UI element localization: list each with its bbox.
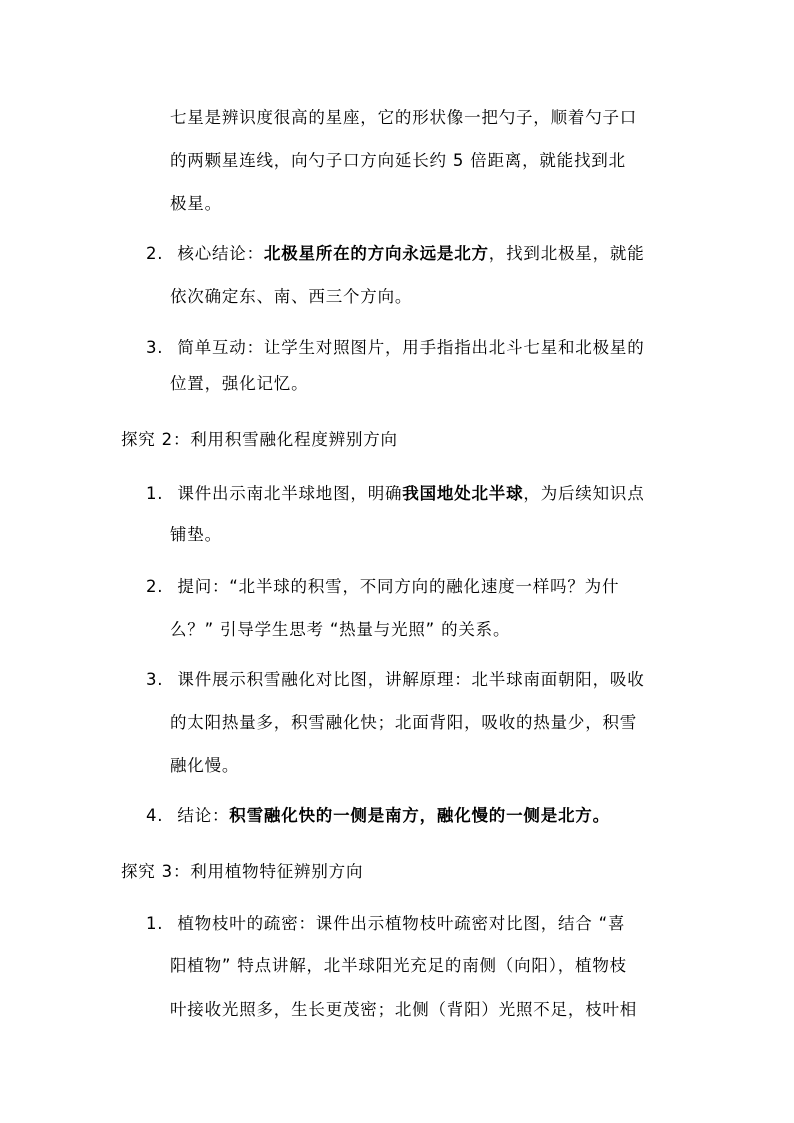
item-prefix: 核心结论： (177, 244, 264, 263)
list-item-snow-conclusion (146, 804, 610, 828)
section-heading: 探究 2：利用积雪融化程度辨别方向 (121, 430, 398, 449)
section-heading: 探究 3：利用植物特征辨别方向 (121, 862, 364, 881)
list-number: 1. (146, 484, 164, 503)
item-text: 提问：“北半球的积雪，不同方向的融化速度一样吗？为什 (177, 577, 620, 596)
list-item-interaction (146, 336, 645, 360)
item-text: 课件展示积雪融化对比图，讲解原理：北半球南面朝阳，吸收 (177, 670, 645, 689)
item-continuation: 的太阳热量多，积雪融化快；北面背阳，吸收的热量少，积雪 (170, 713, 638, 732)
intro-line-1: 七星是辨识度很高的星座，它的形状像一把勺子，顺着勺子口 (170, 108, 638, 127)
item-continuation: 么？” 引导学生思考 “热量与光照” 的关系。 (170, 620, 511, 639)
item-continuation: 融化慢。 (170, 756, 240, 775)
item-continuation: 叶接收光照多，生长更茂密；北侧（背阳）光照不足，枝叶相 (170, 1000, 638, 1019)
list-item-plant-density (146, 912, 625, 936)
item-suffix: ，找到北极星，就能 (488, 244, 645, 263)
list-item-map (146, 482, 645, 506)
item-text: 植物枝叶的疏密：课件出示植物枝叶疏密对比图，结合 “喜 (177, 914, 626, 933)
item-continuation: 位置，强化记忆。 (170, 374, 309, 393)
item-text: 简单互动：让学生对照图片，用手指指出北斗七星和北极星的 (177, 338, 645, 357)
item-prefix: 结论： (177, 806, 230, 825)
list-item-core-conclusion (146, 242, 645, 266)
item-continuation: 铺垫。 (170, 525, 222, 544)
item-prefix: 课件出示南北半球地图，明确 (177, 484, 403, 503)
item-continuation: 依次确定东、南、西三个方向。 (170, 287, 413, 306)
list-number: 2. (146, 577, 164, 596)
list-item-principle (146, 668, 645, 692)
list-item-question (146, 575, 619, 599)
list-number: 3. (146, 338, 164, 357)
item-bold-text: 我国地处北半球 (402, 484, 524, 503)
list-number: 2. (146, 244, 164, 263)
item-bold-text: 北极星所在的方向永远是北方 (263, 244, 489, 263)
item-suffix: ，为后续知识点 (523, 484, 645, 503)
list-number: 1. (146, 914, 164, 933)
list-number: 3. (146, 670, 164, 689)
item-bold-text: 积雪融化快的一侧是南方，融化慢的一侧是北方。 (229, 806, 610, 825)
intro-line-3: 极星。 (170, 194, 222, 213)
list-number: 4. (146, 806, 164, 825)
item-continuation: 阳植物” 特点讲解，北半球阳光充足的南侧（向阳），植物枝 (170, 956, 627, 975)
intro-line-2: 的两颗星连线，向勺子口方向延长约 5 倍距离，就能找到北 (170, 151, 626, 170)
